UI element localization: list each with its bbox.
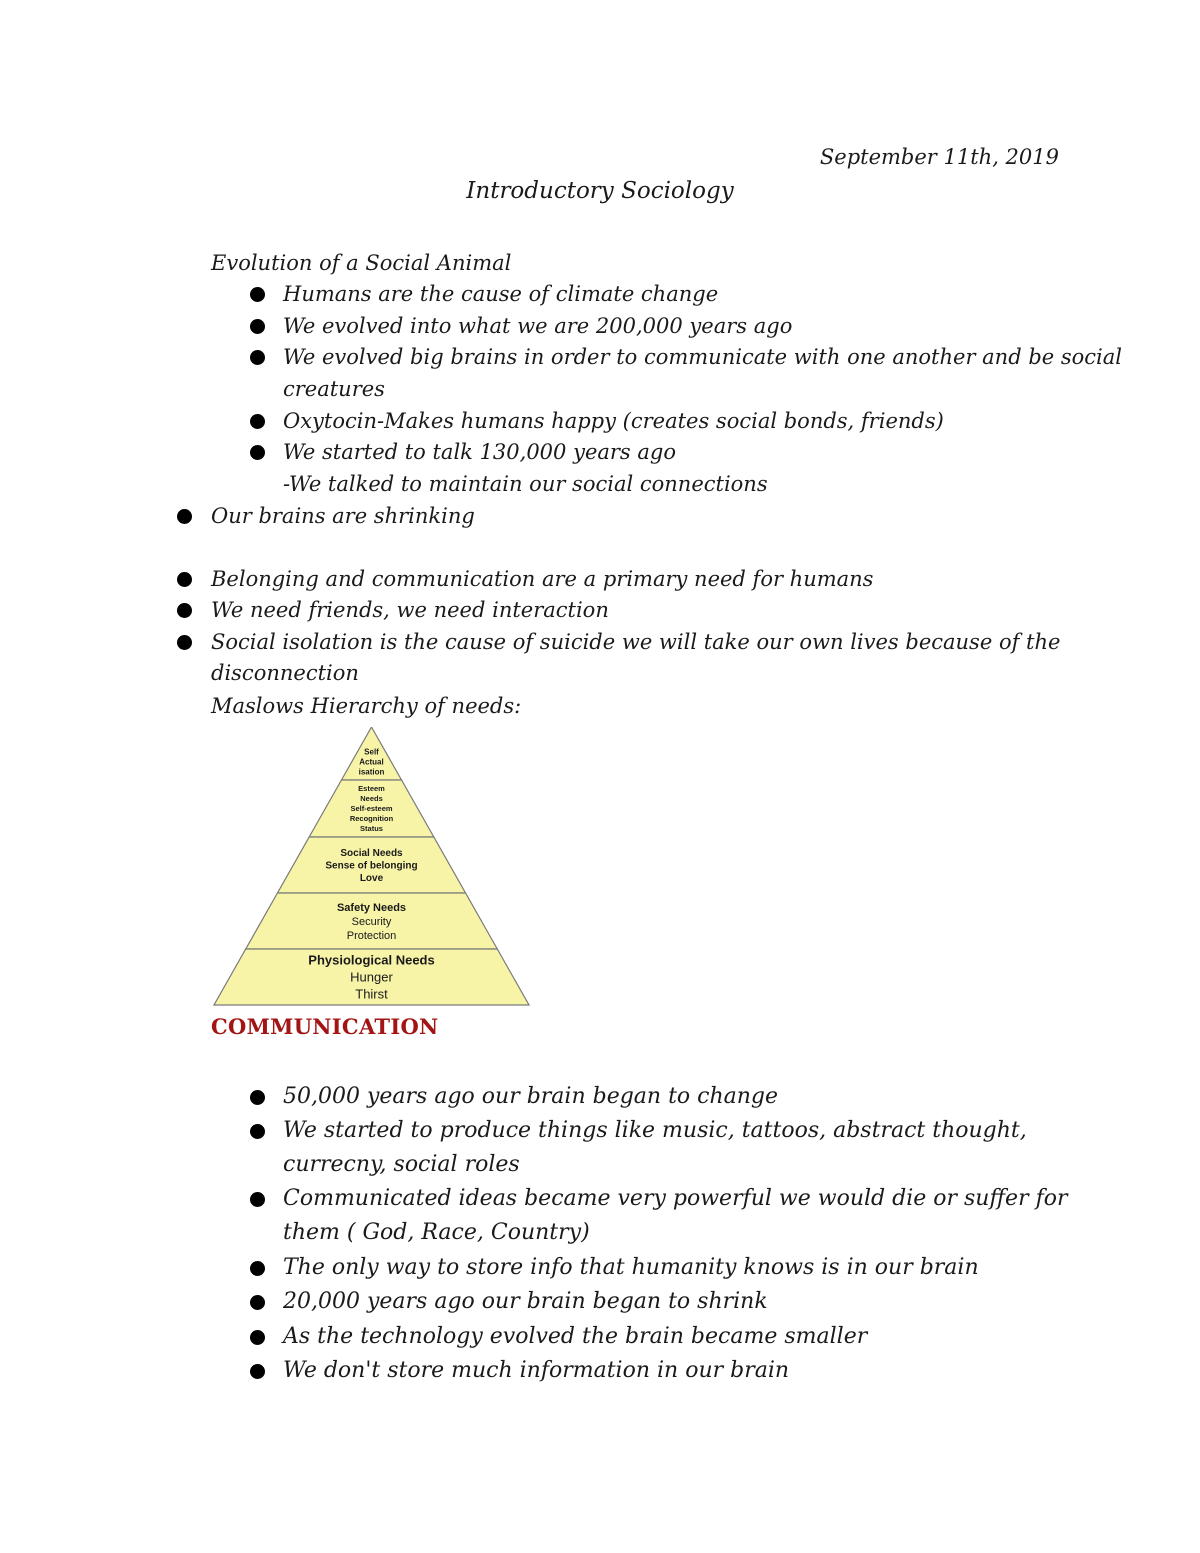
pyramid-label-social: Love	[359, 873, 384, 884]
pyramid-label-self-actualisation: isation	[358, 767, 385, 777]
pyramid-label-social: Social Needs	[340, 848, 403, 859]
bullet-icon	[250, 287, 265, 302]
list-item: Social isolation is the cause of suicide we will take our own lives because of the	[211, 630, 1061, 654]
document-date: September 11th, 2019	[819, 145, 1059, 169]
bullet-icon	[250, 350, 265, 365]
pyramid-label-physiological: Hunger	[350, 969, 393, 985]
list-item: Communicated ideas became very powerful we would die or suffer for	[283, 1186, 1068, 1211]
bullet-icon	[250, 319, 265, 334]
list-item: Belonging and communication are a primary need for humans	[211, 567, 874, 591]
pyramid-label-esteem: Esteem	[358, 784, 385, 794]
list-item-continuation: them ( God, Race, Country)	[283, 1220, 590, 1245]
bullet-icon	[250, 1124, 265, 1139]
pyramid-label-esteem: Needs	[360, 794, 383, 804]
pyramid-label-safety: Protection	[346, 929, 397, 942]
list-item: We don't store much information in our brain	[283, 1358, 790, 1383]
pyramid-label-safety: Safety Needs	[336, 901, 407, 914]
pyramid-label-physiological: Thirst	[355, 986, 388, 1002]
communication-heading: COMMUNICATION	[211, 1014, 439, 1039]
bullet-icon	[250, 414, 265, 429]
list-item: We need friends, we need interaction	[211, 598, 609, 622]
bullet-icon	[177, 509, 192, 524]
pyramid-label-esteem: Recognition	[349, 814, 394, 824]
list-item: Our brains are shrinking	[211, 504, 475, 528]
list-item: We started to produce things like music, tattoos, abstract thought,	[283, 1118, 1027, 1143]
bullet-icon	[250, 1330, 265, 1345]
maslow-pyramid	[213, 727, 530, 1007]
list-item: Humans are the cause of climate change	[283, 282, 719, 306]
pyramid-label-physiological: Physiological Needs	[308, 952, 435, 968]
list-item: As the technology evolved the brain became smaller	[283, 1324, 868, 1349]
bullet-icon	[250, 1090, 265, 1105]
list-item: 20,000 years ago our brain began to shrink	[283, 1289, 768, 1314]
list-item: We evolved big brains in order to communicate with one another and be social	[283, 345, 1123, 369]
list-item: We started to talk 130,000 years ago	[283, 440, 676, 464]
document-title: Introductory Sociology	[466, 178, 734, 204]
list-item: Oxytocin-Makes humans happy (creates social bonds, friends)	[283, 409, 944, 433]
bullet-icon	[250, 1261, 265, 1276]
pyramid-label-esteem: Status	[360, 824, 383, 834]
bullet-icon	[177, 572, 192, 587]
bullet-icon	[250, 1192, 265, 1207]
list-item-continuation: currecny, social roles	[283, 1152, 520, 1177]
bullet-icon	[250, 1364, 265, 1379]
bullet-icon	[177, 635, 192, 650]
list-item-continuation: creatures	[283, 377, 385, 401]
bullet-icon	[250, 1295, 265, 1310]
list-item-note: -We talked to maintain our social connections	[283, 472, 768, 496]
maslow-label: Maslows Hierarchy of needs:	[211, 694, 522, 718]
pyramid-label-safety: Security	[351, 915, 392, 928]
list-item: We evolved into what we are 200,000 years ago	[283, 314, 793, 338]
pyramid-label-esteem: Self-esteem	[350, 804, 393, 814]
list-item-continuation: disconnection	[211, 661, 359, 685]
section-heading: Evolution of a Social Animal	[211, 251, 512, 275]
bullet-icon	[177, 603, 192, 618]
bullet-icon	[250, 445, 265, 460]
list-item: 50,000 years ago our brain began to change	[283, 1084, 779, 1109]
pyramid-label-self-actualisation: Self	[364, 747, 379, 757]
list-item: The only way to store info that humanity knows is in our brain	[283, 1255, 979, 1280]
pyramid-label-social: Sense of belonging	[325, 860, 418, 872]
pyramid-label-self-actualisation: Actual	[359, 757, 384, 767]
